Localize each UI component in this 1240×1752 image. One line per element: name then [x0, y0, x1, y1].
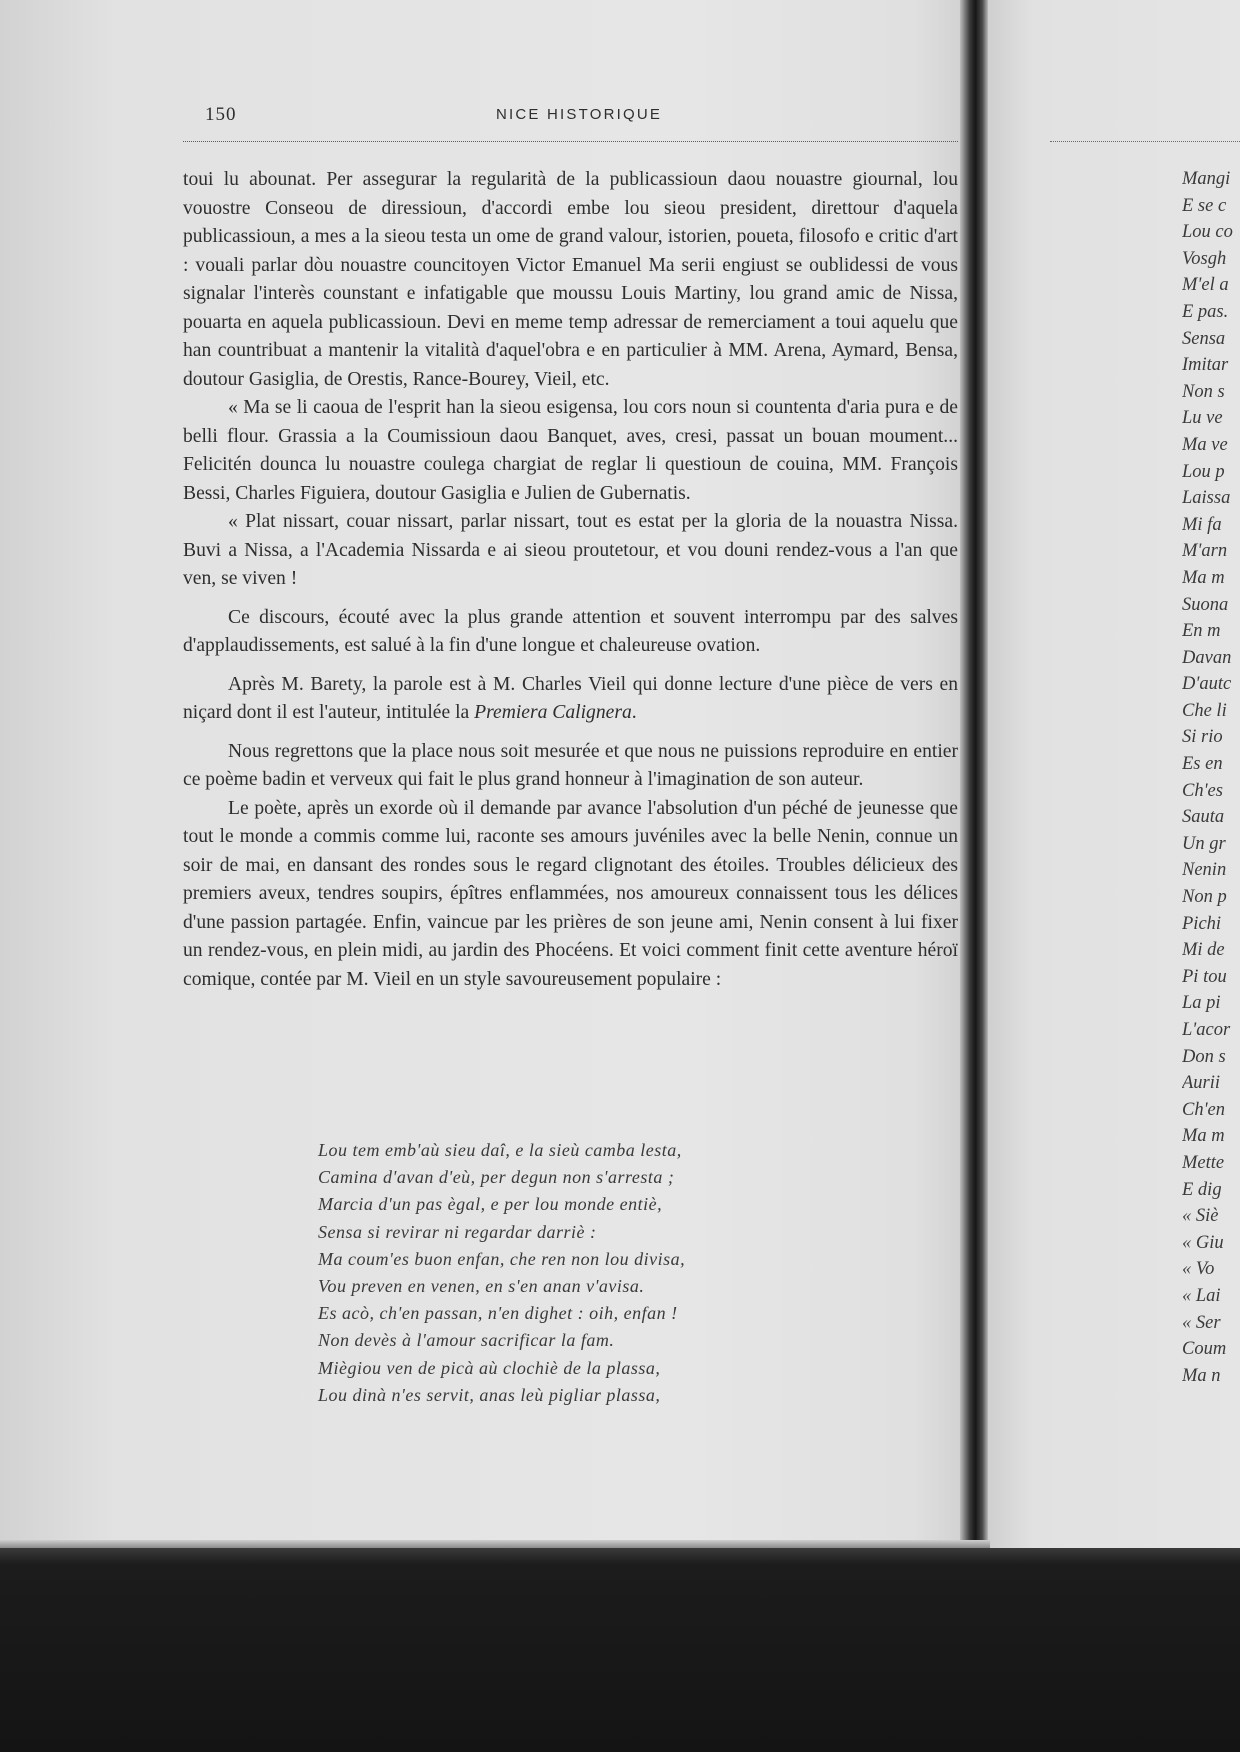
facing-page-line: Un gr [1182, 833, 1226, 854]
facing-page-line: D'autc [1182, 674, 1232, 695]
verse-line: Vou preven en venen, en s'en anan v'avisa. [318, 1276, 645, 1297]
paragraph: Le poète, après un exorde où il demande par avance l'absolution d'un péché de jeunesse que tout le monde a commis comme lui, raconte ses amours juvéniles avec la belle Nenin, connue un soir de mai, en dansant des rondes sous le regard clignotant des étoiles. Troubles délicieux des premiers aveux, tendres soupirs, épîtres enflammées, nos amoureux connaissent tous les délices d'une passion partagée. Enfin, vaincue par les prières de son jeune ami, Nenin consent à lui fixer un rendez-vous, en plein midi, au jardin des Phocéens. Et voici comment finit cette aventure héroï comique, contée par M. Vieil en un style savoureusement populaire : [183, 797, 958, 990]
facing-page-line: Non p [1182, 887, 1227, 908]
facing-page-line: Ma m [1182, 1126, 1225, 1147]
running-head: NICE HISTORIQUE [496, 106, 663, 123]
facing-page-line: M'el a [1182, 275, 1229, 296]
facing-page-line: Imitar [1182, 355, 1229, 376]
facing-page-line: E se c [1182, 195, 1227, 216]
page-number: 150 [205, 104, 237, 125]
paragraph-text: Après M. Barety, la parole est à M. Charles Vieil qui donne lecture d'une pièce de vers en niçard dont il est l'auteur, intitulée la [183, 673, 958, 723]
page-header [183, 100, 958, 130]
facing-page-line: Mette [1182, 1152, 1225, 1173]
paragraph-text: . [631, 702, 637, 723]
facing-page-line: Ma m [1182, 567, 1225, 588]
facing-page-line: « Vo [1182, 1259, 1215, 1280]
facing-page-line: Ch'es [1182, 780, 1223, 801]
facing-page-line: En m [1182, 621, 1221, 642]
paragraph [183, 671, 958, 728]
facing-page-line: M'arn [1182, 541, 1228, 562]
facing-page-line: La pi [1182, 993, 1221, 1014]
facing-page-line: Lu ve [1182, 408, 1223, 429]
facing-page-line: « Lai [1182, 1285, 1221, 1306]
verse-line: Camina d'avan d'eù, per degun non s'arresta ; [318, 1167, 675, 1188]
facing-page-line: Ma n [1182, 1365, 1221, 1386]
facing-page-line: « Ser [1182, 1312, 1221, 1333]
verse-line: Sensa si revirar ni regardar darriè : [318, 1221, 597, 1242]
facing-page-line: Davan [1182, 647, 1232, 668]
facing-page-line: Mi fa [1182, 514, 1222, 535]
facing-page-line: Pichi [1182, 913, 1222, 934]
facing-page-line: Mi de [1182, 940, 1225, 961]
paragraph: « Plat nissart, couar nissart, parlar nissart, tout es estat per la gloria de la nouastra Nissa. Buvi a Nissa, a l'Academia Nissarda e ai sieou proutetour, et vou douni rendez-vous a l'an que ven, se viven ! [183, 511, 958, 589]
facing-page-line: « Giu [1182, 1232, 1224, 1253]
facing-page-line: Mangi [1182, 169, 1231, 189]
facing-page-line: E pas. [1182, 301, 1229, 322]
facing-page-line: Lou co [1182, 222, 1233, 243]
verse-line: Es acò, ch'en passan, n'en dighet : oih, enfan ! [318, 1303, 678, 1324]
paragraph: Nous regrettons que la place nous soit mesurée et que nous ne puissions reproduire en entier ce poème badin et verveux qui fait le plus grand honneur à l'imagination de son auteur. [183, 740, 958, 790]
facing-page-rule [1050, 141, 1240, 142]
facing-page-line: Ma ve [1182, 434, 1228, 455]
facing-page-line: Coum [1182, 1339, 1227, 1360]
facing-page-line: Suona [1182, 594, 1229, 615]
header-rule [183, 141, 958, 142]
facing-page-line: Che li [1182, 700, 1227, 721]
verse-line: Miègiou ven de picà aù clochiè de la plassa, [318, 1357, 661, 1378]
facing-page-line: Laissa [1182, 488, 1231, 509]
body-text [183, 166, 958, 994]
verse-line: Marcia d'un pas ègal, e per lou monde entiè, [318, 1194, 663, 1215]
facing-page-line: L'acor [1182, 1020, 1231, 1040]
verse-line: Lou tem emb'aù sieu daî, e la sieù camba lesta, [318, 1140, 682, 1160]
facing-page-line: « Siè [1182, 1206, 1219, 1227]
verse-line: Ma coum'es buon enfan, che ren non lou divisa, [318, 1248, 686, 1269]
facing-page-line: Si rio [1182, 727, 1223, 748]
facing-page-line: Non s [1182, 381, 1225, 402]
scanner-bed [0, 1548, 1240, 1752]
facing-page-line: Lou p [1182, 461, 1225, 482]
paragraph: « Ma se li caoua de l'esprit han la sieou esigensa, lou cors noun si countenta d'aria pura e de belli flour. Grassia a la Coumissioun daou Banquet, aves, cresi, passat un bouan moument... Felicitén dounca lu nouastre coulega chargiat de reglar li questioun de couina, MM. François Bessi, Charles Figuiera, doutour Gasiglia e Julien de Gubernatis. [183, 397, 958, 504]
verse-line: Non devès à l'amour sacrificar la fam. [318, 1330, 615, 1351]
facing-page-line: E dig [1182, 1179, 1222, 1200]
facing-page-verse [1182, 166, 1240, 1389]
verse-line: Lou dinà n'es servit, anas leù pigliar plassa, [318, 1384, 661, 1405]
book-gutter [960, 0, 988, 1548]
facing-page-line: Nenin [1182, 860, 1227, 881]
paragraph: toui lu abounat. Per assegurar la regularità de la publicassioun daou nouastre giournal, lou vouostre Conseou de diressioun, d'accordi embe lou sieou president, direttour d'aquela publicassioun, a mes a la sieou testa un ome de grand valour, istorien, poueta, filosofo e critic d'art : vouali parlar dòu nouastre councitoyen Victor Emanuel Ma serii engiust se oublidessi de vous signalar l'interès counstant e infatigable que moussu Louis Martiny, lou grand amic de Nissa, pouarta en aquela publicassioun. Devi en meme temp adressar de remerciament a toui aquelu que han countribuat a mantenir la vitalità d'aquel'obra e en particulier à MM. Arena, Aymard, Bensa, doutour Gasiglia, de Orestis, Rance-Bourey, Vieil, etc. [183, 169, 958, 390]
facing-page-line: Ch'en [1182, 1099, 1226, 1120]
facing-page-line: Sauta [1182, 807, 1225, 828]
facing-page-line: Vosgh [1182, 248, 1227, 269]
verse-block [318, 1137, 918, 1409]
paragraph: Ce discours, écouté avec la plus grande attention et souvent interrompu par des salves d'applaudissements, est salué à la fin d'une longue et chaleureuse ovation. [183, 606, 958, 656]
facing-page-line: Sensa [1182, 328, 1226, 349]
facing-page-line: Pi tou [1182, 966, 1227, 987]
facing-page-line: Aurii [1182, 1073, 1221, 1094]
facing-page-line: Don s [1182, 1046, 1226, 1067]
facing-page-line: Es en [1182, 754, 1223, 775]
poem-title: Premiera Calignera [474, 702, 632, 723]
